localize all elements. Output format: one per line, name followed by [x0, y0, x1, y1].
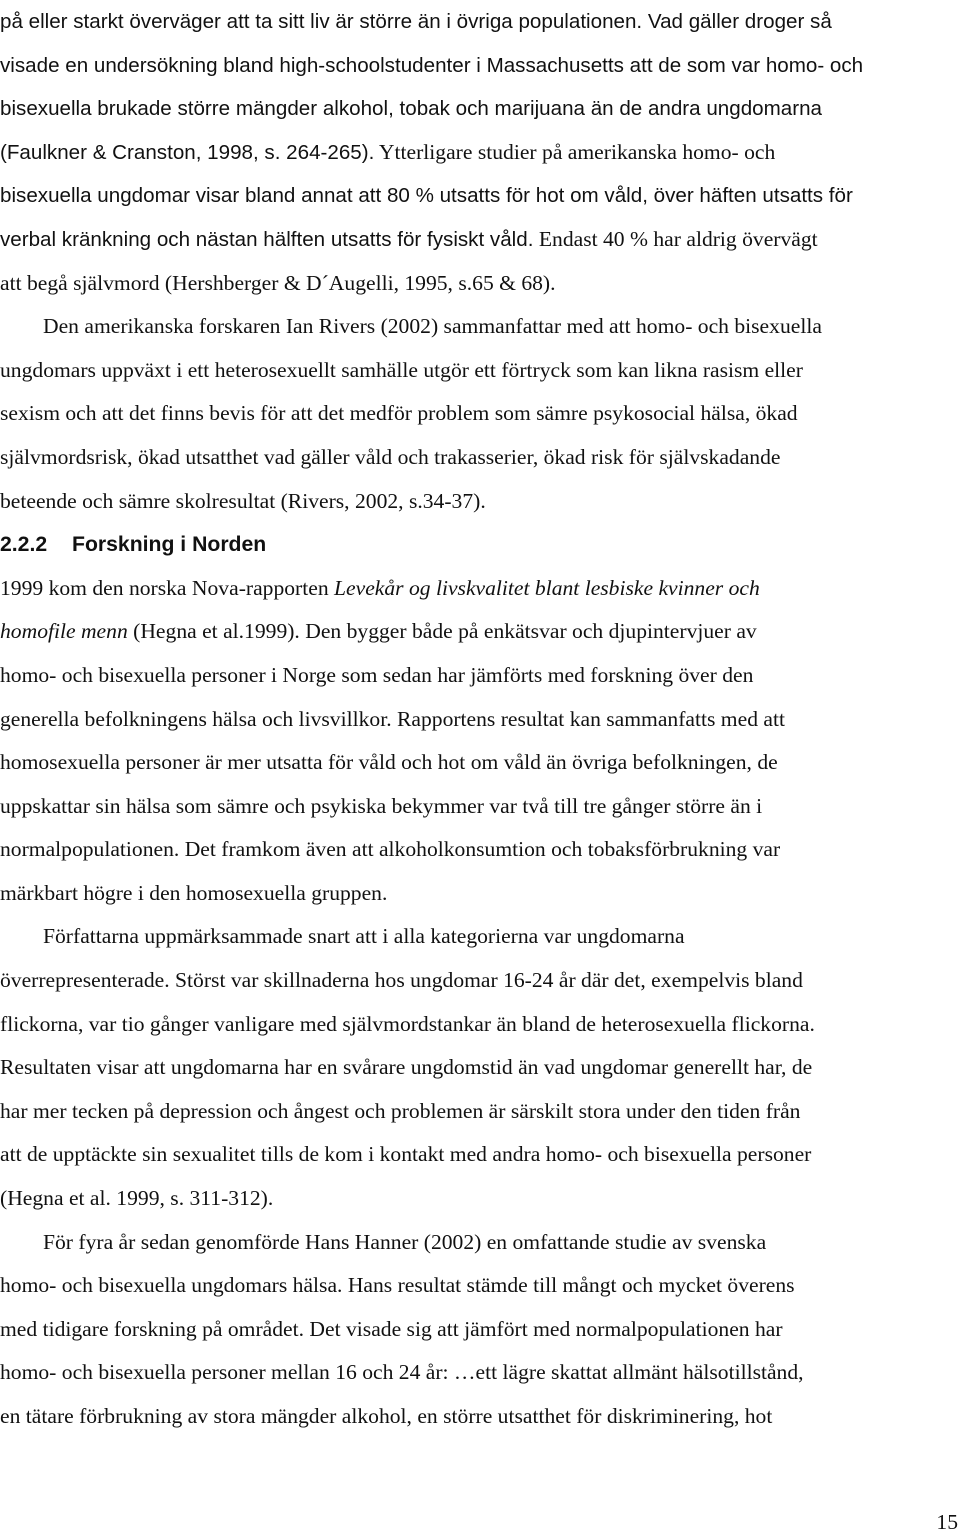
text-line: flickorna, var tio gånger vanligare med självmordstankar än bland de heterosexuella flickorna. [0, 1011, 815, 1036]
text-line: Resultaten visar att ungdomarna har en svårare ungdomstid än vad ungdomar generellt har, de [0, 1055, 813, 1080]
text-run: 1999 kom den norska Nova-rapporten [0, 575, 335, 600]
text-run: Endast 40 % har aldrig övervägt [533, 226, 818, 251]
text-line: uppskattar sin hälsa som sämre och psykiska bekymmer var två till tre gånger större än i [0, 793, 763, 818]
text-line: att begå självmord (Hershberger & D´Augelli, 1995, s.65 & 68). [0, 270, 556, 295]
text-run: Ytterligare studier på amerikanska homo- och [374, 139, 776, 164]
section-title: Forskning i Norden [72, 533, 267, 557]
text-line: generella befolkningens hälsa och livsvillkor. Rapportens resultat kan sammanfatts med att [0, 706, 785, 731]
text-line: sexism och att det finns bevis för att det medför problem som sämre psykosocial hälsa, ökad [0, 401, 798, 426]
text-line: homo- och bisexuella ungdomars hälsa. Hans resultat stämde till mångt och mycket överens [0, 1273, 795, 1298]
text-line: med tidigare forskning på området. Det visade sig att jämfört med normalpopulationen har [0, 1316, 783, 1341]
text-line: normalpopulationen. Det framkom även att alkoholkonsumtion och tobaksförbrukning var [0, 837, 781, 862]
paragraph-first-line: Författarna uppmärksammade snart att i alla kategorierna var ungdomarna [43, 924, 685, 949]
text-line: överrepresenterade. Störst var skillnaderna hos ungdomar 16-24 år där det, exempelvis bland [0, 968, 803, 993]
section-number: 2.2.2 [0, 533, 48, 557]
text-line: självmordsrisk, ökad utsatthet vad gäller våld och trakasserier, ökad risk för självskadande [0, 444, 781, 469]
paragraph-first-line: Den amerikanska forskaren Ian Rivers (2002) sammanfattar med att homo- och bisexuella [43, 314, 822, 339]
text-run: (Faulkner & Cranston, 1998, s. 264-265). [0, 140, 375, 164]
text-run: (Hegna et al.1999). Den bygger både på enkätsvar och djupintervjuer av [127, 619, 757, 644]
page-number: 15 [936, 1510, 958, 1534]
text-line: märkbart högre i den homosexuella gruppen. [0, 880, 388, 905]
text-line: homo- och bisexuella personer i Norge som sedan har jämförts med forskning över den [0, 662, 754, 687]
text-line: ungdomars uppväxt i ett heterosexuellt samhälle utgör ett förtryck som kan likna rasism eller [0, 357, 803, 382]
text-line: på eller starkt överväger att ta sitt liv är större än i övriga populationen. Vad gäller droger så [0, 10, 832, 33]
section-heading [0, 523, 960, 567]
text-line: bisexuella brukade större mängder alkohol, tobak och marijuana än de andra ungdomarna [0, 97, 822, 121]
text-line: bisexuella ungdomar visar bland annat att 80 % utsatts för hot om våld, över häften utsatts för [0, 184, 853, 208]
text-run: verbal kränkning och nästan hälften utsatts för fysiskt våld. [0, 227, 534, 251]
report-title-italic: homofile menn [0, 619, 128, 644]
text-line: att de upptäckte sin sexualitet tills de kom i kontakt med andra homo- och bisexuella personer [0, 1142, 812, 1167]
text-line [0, 567, 960, 611]
text-line: beteende och sämre skolresultat (Rivers, 2002, s.34-37). [0, 488, 486, 513]
text-line: (Hegna et al. 1999, s. 311-312). [0, 1186, 274, 1211]
text-line: visade en undersökning bland high-schoolstudenter i Massachusetts att de som var homo- och [0, 53, 864, 77]
text-line [0, 218, 960, 262]
text-line [0, 131, 960, 175]
text-line [0, 610, 960, 654]
text-line: homosexuella personer är mer utsatta för våld och hot om våld än övriga befolkningen, de [0, 750, 778, 775]
text-line: homo- och bisexuella personer mellan 16 och 24 år: …ett lägre skattat allmänt hälsotillstånd, [0, 1360, 804, 1385]
text-line: har mer tecken på depression och ångest och problemen är särskilt stora under den tiden från [0, 1098, 801, 1123]
paragraph-first-line: För fyra år sedan genomförde Hans Hanner (2002) en omfattande studie av svenska [43, 1229, 767, 1254]
report-title-italic: Levekår og livskvalitet blant lesbiske kvinner och [334, 575, 760, 600]
text-line: en tätare förbrukning av stora mängder alkohol, en större utsatthet för diskriminering, hot [0, 1404, 773, 1428]
